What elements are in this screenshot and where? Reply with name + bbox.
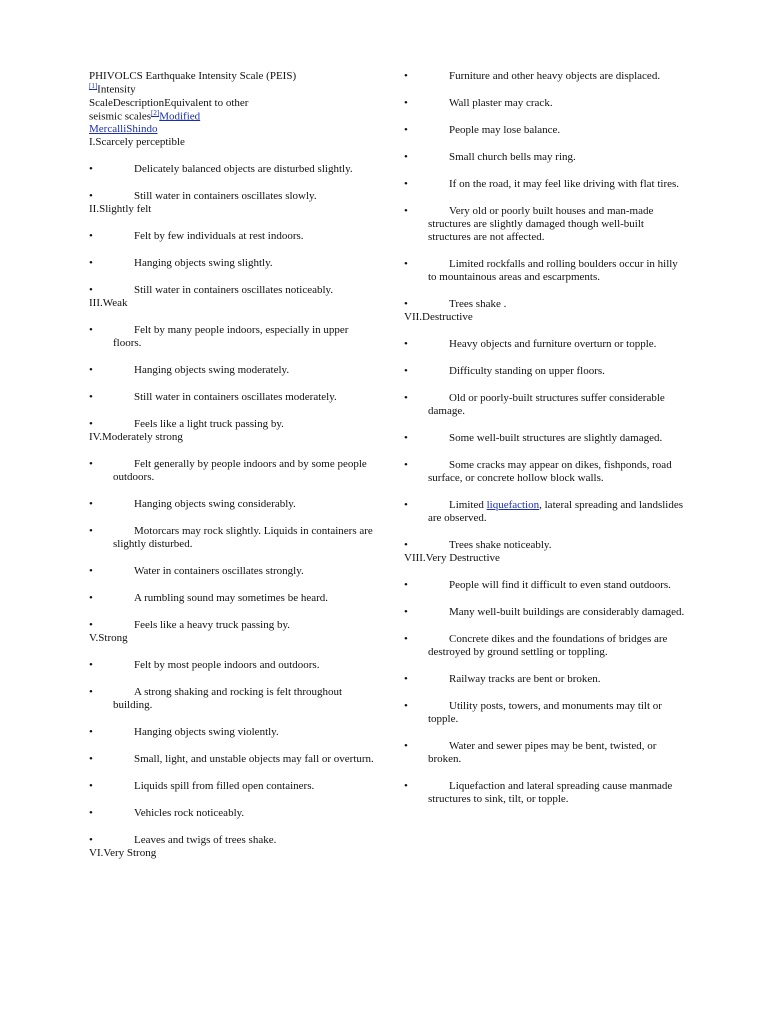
list-item (404, 606, 689, 619)
bullet-icon: • (404, 539, 408, 551)
list-item-text: Difficulty standing on upper floors. (449, 365, 605, 377)
bullet-icon: • (89, 498, 93, 511)
bullet-icon: • (89, 257, 93, 270)
list-item-text: Still water in containers oscillates noticeably. (134, 284, 334, 297)
bullet-icon: • (404, 258, 408, 270)
list-item-text: If on the road, it may feel like driving with flat tires. (449, 178, 680, 190)
list-item-text: Small church bells may ring. (449, 151, 576, 163)
bullet-icon: • (404, 780, 408, 792)
section-intensity-3 (89, 297, 379, 431)
section-intensity-6-items (404, 70, 689, 311)
list-item (404, 499, 689, 525)
list-item (89, 726, 379, 739)
list-item-text: A rumbling sound may sometimes be heard. (134, 592, 328, 605)
liquefaction-link[interactable]: liquefaction (486, 499, 540, 511)
mercalli-link[interactable]: Mercalli (89, 123, 127, 136)
list-item (89, 807, 379, 820)
bullet-icon: • (89, 780, 93, 793)
list-item (404, 459, 689, 485)
bullet-icon: • (404, 459, 408, 471)
bullet-icon: • (404, 178, 408, 190)
list-item (404, 151, 689, 164)
description-list (89, 659, 379, 847)
left-column (89, 70, 379, 860)
bullet-icon: • (89, 592, 93, 605)
list-item (89, 163, 379, 176)
list-item (404, 205, 689, 244)
section-title: I.Scarcely perceptible (89, 136, 185, 149)
list-item-text: People may lose balance. (449, 124, 561, 136)
column-intensity-label: Intensity (97, 83, 136, 96)
list-item (89, 418, 379, 431)
bullet-icon: • (404, 740, 408, 752)
right-column (404, 70, 689, 806)
list-item (89, 780, 379, 793)
bullet-icon: • (89, 686, 93, 699)
bullet-icon: • (89, 458, 93, 471)
table-header-line-4 (89, 123, 379, 136)
list-item (404, 338, 689, 351)
list-item-text: A strong shaking and rocking is felt throughout building. (113, 686, 343, 712)
list-item-text: Vehicles rock noticeably. (134, 807, 245, 820)
list-item (89, 592, 379, 605)
list-item-text: Felt by most people indoors and outdoors. (134, 659, 320, 672)
section-intensity-1 (89, 136, 379, 203)
list-item (404, 392, 689, 418)
list-item (89, 619, 379, 632)
bullet-icon: • (89, 324, 93, 337)
reference-link-1[interactable]: [1] (89, 82, 98, 90)
list-item (89, 257, 379, 270)
bullet-icon: • (404, 97, 408, 109)
list-item (89, 458, 379, 484)
list-item (404, 97, 689, 110)
bullet-icon: • (404, 392, 408, 404)
bullet-icon: • (89, 525, 93, 538)
list-item-text: Hanging objects swing slightly. (134, 257, 273, 270)
bullet-icon: • (89, 807, 93, 820)
modified-link[interactable]: Modified (159, 110, 201, 123)
list-item (89, 324, 379, 350)
section-title: VIII.Very Destructive (404, 552, 500, 564)
list-item-text: Water and sewer pipes may be bent, twisted, or broken. (428, 740, 657, 765)
bullet-icon: • (89, 659, 93, 672)
list-item-text: Still water in containers oscillates slowly. (134, 190, 317, 203)
bullet-icon: • (89, 163, 93, 176)
list-item (404, 780, 689, 806)
bullet-icon: • (89, 726, 93, 739)
section-title: VII.Destructive (404, 311, 473, 323)
list-item (404, 579, 689, 592)
bullet-icon: • (404, 499, 408, 511)
list-item (404, 70, 689, 83)
list-item (89, 753, 379, 766)
list-item (404, 633, 689, 659)
list-item (404, 539, 689, 552)
list-item (404, 124, 689, 137)
list-item-text: Many well-built buildings are considerably damaged. (449, 606, 685, 618)
list-item-text: Trees shake . (449, 298, 507, 310)
bullet-icon: • (89, 565, 93, 578)
list-item (404, 740, 689, 766)
list-item-text: Trees shake noticeably. (449, 539, 552, 551)
bullet-icon: • (404, 205, 408, 217)
bullet-icon: • (404, 579, 408, 591)
list-item (89, 230, 379, 243)
bullet-icon: • (404, 633, 408, 645)
list-item-text: Liquids spill from filled open containers. (134, 780, 315, 793)
reference-link-2[interactable]: [2] (151, 108, 160, 117)
list-item (89, 498, 379, 511)
list-item-text: Concrete dikes and the foundations of bridges are destroyed by ground settling or toppling. (428, 633, 668, 658)
list-item-text: Felt generally by people indoors and by some people outdoors. (113, 458, 367, 484)
list-item-text: Motorcars may rock slightly. Liquids in containers are slightly disturbed. (113, 525, 373, 551)
seismic-scales-label: seismic scales (89, 110, 152, 123)
bullet-icon: • (89, 284, 93, 297)
list-item-text: Limited rockfalls and rolling boulders occur in hilly to mountainous areas and escarpments. (428, 258, 678, 283)
section-intensity-2 (89, 203, 379, 297)
list-item (404, 178, 689, 191)
list-item (89, 284, 379, 297)
list-item-text: Heavy objects and furniture overturn or topple. (449, 338, 657, 350)
document-title: PHIVOLCS Earthquake Intensity Scale (PEIS) (89, 70, 297, 82)
list-item-text: Some well-built structures are slightly damaged. (449, 432, 663, 444)
description-list (404, 579, 689, 806)
section-intensity-5 (89, 632, 379, 847)
list-item (89, 364, 379, 377)
list-item-text: Felt by few individuals at rest indoors. (134, 230, 304, 243)
list-item-text: Wall plaster may crack. (449, 97, 553, 109)
section-title: V.Strong (89, 632, 128, 645)
list-item (404, 673, 689, 686)
list-item-text: Hanging objects swing considerably. (134, 498, 296, 511)
list-item (404, 432, 689, 445)
list-item (89, 190, 379, 203)
bullet-icon: • (404, 700, 408, 712)
bullet-icon: • (89, 418, 93, 431)
section-title: II.Slightly felt (89, 203, 152, 216)
bullet-icon: • (89, 834, 93, 847)
list-item (404, 258, 689, 284)
list-item (404, 298, 689, 311)
list-item (89, 525, 379, 551)
section-intensity-7 (404, 311, 689, 552)
list-item-text: Felt by many people indoors, especially in upper floors. (113, 324, 349, 350)
list-item-text: Delicately balanced objects are disturbed slightly. (134, 163, 353, 176)
bullet-icon: • (404, 338, 408, 350)
list-item (89, 686, 379, 712)
bullet-icon: • (404, 365, 408, 377)
list-item (404, 365, 689, 378)
description-list (89, 458, 379, 632)
bullet-icon: • (89, 364, 93, 377)
list-item-text: People will find it difficult to even stand outdoors. (449, 579, 671, 591)
list-item-text: Still water in containers oscillates moderately. (134, 391, 337, 404)
list-item (89, 391, 379, 404)
list-item-text (428, 499, 689, 525)
list-item (89, 565, 379, 578)
list-item-text: Liquefaction and lateral spreading cause manmade structures to sink, tilt, or topple. (428, 780, 673, 805)
table-header-line-2: ScaleDescriptionEquivalent to other (89, 96, 249, 109)
list-item-text: Hanging objects swing moderately. (134, 364, 290, 377)
list-item-text: Hanging objects swing violently. (134, 726, 279, 739)
list-item (89, 659, 379, 672)
list-item-text: Furniture and other heavy objects are displaced. (449, 70, 661, 82)
list-item-text: Utility posts, towers, and monuments may tilt or topple. (428, 700, 662, 725)
list-item-text: Feels like a light truck passing by. (134, 418, 284, 431)
section-intensity-8 (404, 552, 689, 806)
list-item-text: Railway tracks are bent or broken. (449, 673, 601, 685)
bullet-icon: • (404, 673, 408, 685)
list-item (404, 700, 689, 726)
description-list (89, 230, 379, 297)
list-item-text: Feels like a heavy truck passing by. (134, 619, 290, 632)
section-intensity-4 (89, 431, 379, 632)
bullet-icon: • (89, 391, 93, 404)
shindo-link[interactable]: Shindo (126, 123, 158, 136)
bullet-icon: • (89, 190, 93, 203)
section-title: VI.Very Strong (89, 847, 157, 860)
bullet-icon: • (404, 432, 408, 444)
section-title: IV.Moderately strong (89, 431, 183, 444)
bullet-icon: • (404, 70, 408, 82)
list-item-text: Old or poorly-built structures suffer considerable damage. (428, 392, 665, 417)
description-list (404, 338, 689, 485)
list-item-text: Small, light, and unstable objects may fall or overturn. (134, 753, 374, 766)
table-header-line-3 (89, 110, 379, 124)
list-item-text: Very old or poorly built houses and man-made structures are slightly damaged though well-built structures are not affected. (428, 205, 654, 243)
bullet-icon: • (89, 230, 93, 243)
description-list (89, 324, 379, 431)
list-item-text: Water in containers oscillates strongly. (134, 565, 304, 578)
list-item-text: Some cracks may appear on dikes, fishponds, road surface, or concrete hollow block walls. (428, 459, 672, 484)
text-fragment: , lateral spreading and landslides are observed. (428, 499, 683, 524)
list-item (89, 834, 379, 847)
bullet-icon: • (404, 298, 408, 310)
section-intensity-6-heading (89, 847, 379, 860)
description-list (404, 70, 689, 311)
bullet-icon: • (404, 151, 408, 163)
bullet-icon: • (404, 124, 408, 136)
bullet-icon: • (404, 606, 408, 618)
bullet-icon: • (89, 753, 93, 766)
document-header (89, 70, 379, 136)
bullet-icon: • (89, 619, 93, 632)
text-fragment: Limited (449, 499, 487, 511)
section-title: III.Weak (89, 297, 128, 310)
list-item-text: Leaves and twigs of trees shake. (134, 834, 277, 847)
table-header-line-1 (89, 83, 379, 97)
description-list (89, 163, 379, 203)
description-list-extra (404, 499, 689, 552)
